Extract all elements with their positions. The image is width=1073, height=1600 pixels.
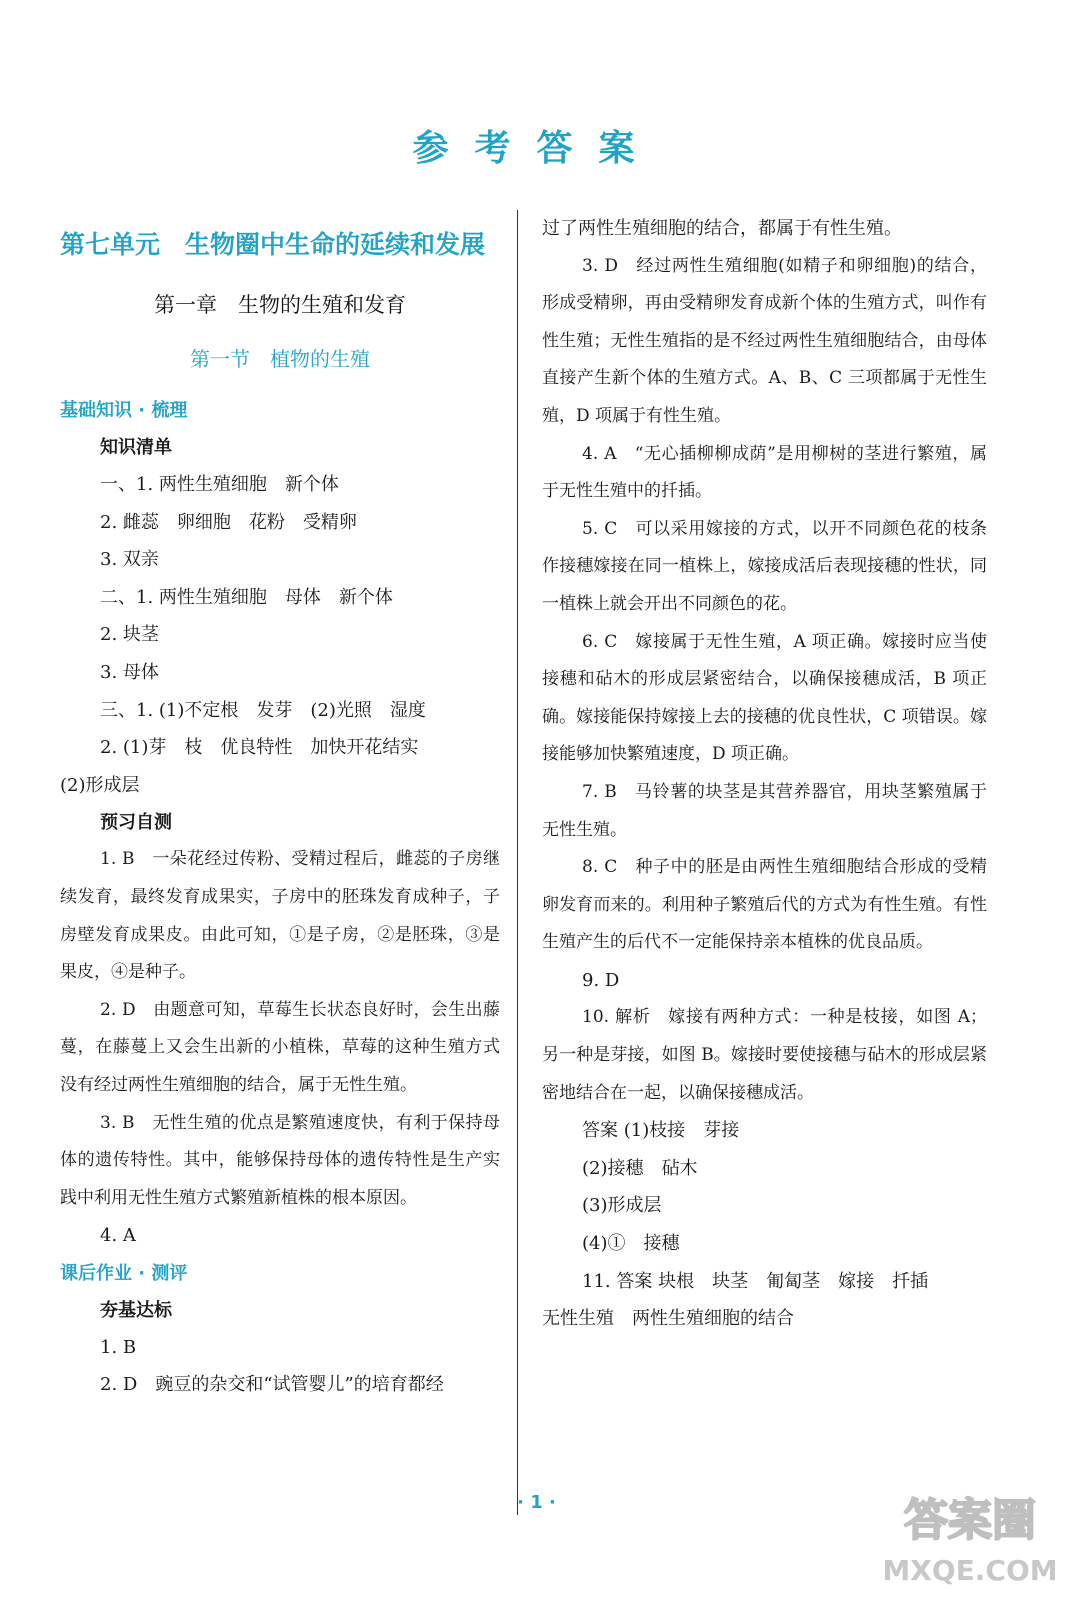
column-divider <box>517 210 518 1515</box>
answer-line: 三、1. (1)不定根 发芽 (2)光照 湿度 <box>100 699 426 721</box>
subsection-homework: 课后作业 · 测评 <box>60 1262 188 1284</box>
answer-line: 2. 雌蕊 卵细胞 花粉 受精卵 <box>100 511 357 533</box>
answer-paragraph: 8. C 种子中的胚是由两性生殖细胞结合形成的受精卵发育而来的。利用种子繁殖后代的方式为有性生殖。有性生殖产生的后代不一定能保持亲本植株的优良品质。 <box>542 857 987 953</box>
watermark-text: 答案圈 <box>904 1495 1036 1546</box>
answer-line: (2)接穗 砧木 <box>582 1157 698 1179</box>
heading-foundation: 夯基达标 <box>100 1299 172 1321</box>
answer-line: (2)形成层 <box>60 774 140 796</box>
answer-line: 2. 块茎 <box>100 624 159 646</box>
heading-preview-test: 预习自测 <box>100 812 172 834</box>
answer-paragraph: 10. 解析 嫁接有两种方式：一种是枝接，如图 A；另一种是芽接，如图 B。嫁接时要使接穗与砧木的形成层紧密地结合在一起，以确保接穗成活。 <box>542 1007 987 1103</box>
section-heading: 第一节 植物的生殖 <box>190 347 370 371</box>
answer-line: 3. 母体 <box>100 661 159 683</box>
answer-paragraph: 3. B 无性生殖的优点是繁殖速度快，有利于保持母体的遗传特性。其中，能够保持母体的遗传特性是生产实践中利用无性生殖方式繁殖新植株的根本原因。 <box>60 1112 500 1208</box>
answer-line: 4. A <box>100 1225 136 1247</box>
answer-line: 2. D 豌豆的杂交和“试管婴儿”的培育都经 <box>100 1374 444 1396</box>
answer-line: 一、1. 两性生殖细胞 新个体 <box>100 474 339 495</box>
answer-line: 9. D <box>582 969 620 991</box>
answer-line: 二、1. 两性生殖细胞 母体 新个体 <box>100 586 393 608</box>
answer-paragraph: 1. B 一朵花经过传粉、受精过程后，雌蕊的子房继续发育，最终发育成果实，子房中的胚珠发育成种子，子房壁发育成果皮。由此可知，①是子房，②是胚珠，③是果皮，④是种子。 <box>60 849 500 983</box>
page-number: · 1 · <box>517 1492 556 1513</box>
page-title: 参考答案 <box>412 128 661 169</box>
answer-paragraph: 2. D 由题意可知，草莓生长状态良好时，会生出藤蔓，在藤蔓上又会生出新的小植株，草莓的这种生殖方式没有经过两性生殖细胞的结合，属于无性生殖。 <box>60 999 500 1095</box>
answer-line: (3)形成层 <box>582 1195 662 1217</box>
chapter-heading: 第一章 生物的生殖和发育 <box>154 293 406 317</box>
right-column <box>542 210 987 1338</box>
answer-paragraph: 4. A “无心插柳柳成荫”是用柳树的茎进行繁殖，属于无性生殖中的扦插。 <box>542 443 987 502</box>
watermark-logo <box>880 1480 1060 1590</box>
answer-paragraph: 5. C 可以采用嫁接的方式，以开不同颜色花的枝条作接穗嫁接在同一植株上，嫁接成活后表现接穗的性状，同一植株上就会开出不同颜色的花。 <box>542 518 987 614</box>
answer-line: 1. B <box>100 1336 137 1358</box>
unit-heading: 第七单元 生物圈中生命的延续和发展 <box>60 230 486 259</box>
answer-line: 11. 答案 块根 块茎 匍匐茎 嫁接 扦插 <box>582 1270 929 1292</box>
answer-line: 答案 (1)枝接 芽接 <box>582 1120 740 1142</box>
answer-line: 3. 双亲 <box>100 549 159 571</box>
heading-knowledge-list: 知识清单 <box>100 437 172 458</box>
subsection-basic-knowledge: 基础知识 · 梳理 <box>60 400 188 421</box>
watermark-url: MXQE.COM <box>882 1554 1058 1587</box>
answer-paragraph: 7. B 马铃薯的块茎是其营养器官，用块茎繁殖属于无性生殖。 <box>542 781 987 840</box>
left-column <box>60 225 500 1404</box>
answer-line: 无性生殖 两性生殖细胞的结合 <box>542 1308 794 1330</box>
answer-paragraph: 3. D 经过两性生殖细胞(如精子和卵细胞)的结合，形成受精卵，再由受精卵发育成新个体的生殖方式，叫作有性生殖；无性生殖指的是不经过两性生殖细胞结合，由母体直接产生新个体的生殖方式。A、B、C 三项都属于无性生殖，D 项属于有性生殖。 <box>542 255 987 426</box>
answer-line: 过了两性生殖细胞的结合，都属于有性生殖。 <box>542 218 902 239</box>
answer-line: (4)① 接穗 <box>582 1233 680 1255</box>
answer-paragraph: 6. C 嫁接属于无性生殖，A 项正确。嫁接时应当使接穗和砧木的形成层紧密结合，以确保接穗成活，B 项正确。嫁接能保持嫁接上去的接穗的优良性状，C 项错误。嫁接能够加快繁殖速度，D 项正确。 <box>542 631 987 765</box>
answer-line: 2. (1)芽 枝 优良特性 加快开花结实 <box>100 737 419 759</box>
